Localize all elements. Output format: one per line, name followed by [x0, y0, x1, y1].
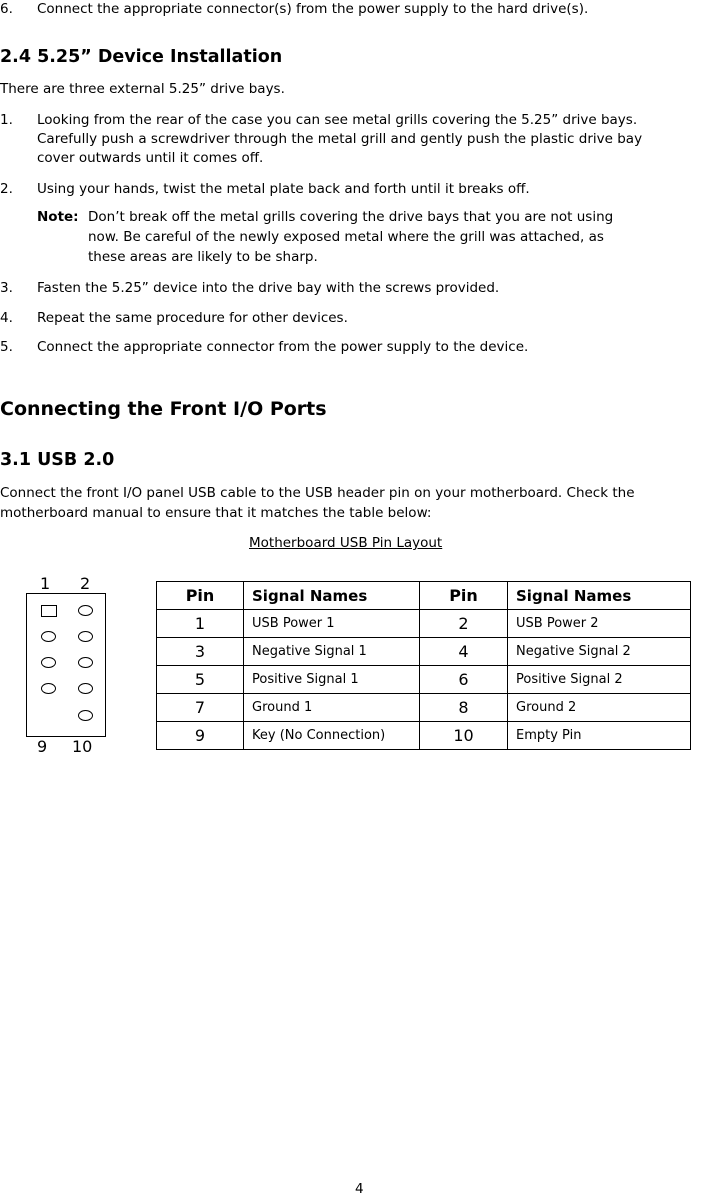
table-row: [157, 694, 691, 722]
pin-7: [41, 683, 56, 694]
body-text: Connect the front I/O panel USB cable to the USB header pin on your motherboard. Check the: [0, 485, 635, 501]
pin-label-1: 1: [40, 574, 51, 593]
signal-cell: Positive Signal 1: [244, 666, 420, 694]
pin-5: [41, 657, 56, 668]
pin-label-10: 10: [72, 737, 93, 756]
signal-cell: Negative Signal 1: [244, 638, 420, 666]
signal-cell: USB Power 1: [244, 610, 420, 638]
signal-cell: Ground 2: [508, 694, 691, 722]
pin-4: [78, 631, 93, 642]
body-text: motherboard manual to ensure that it matches the table below:: [0, 505, 432, 521]
step-text: Connect the appropriate connector(s) from the power supply to the hard drive(s).: [37, 1, 589, 17]
step-number: 5.: [0, 339, 13, 355]
usb-header-diagram: [26, 593, 106, 737]
section-heading: 2.4 5.25” Device Installation: [0, 47, 283, 67]
pin-label-9: 9: [37, 737, 48, 756]
pin-cell: 1: [157, 610, 244, 638]
step-text: cover outwards until it comes off.: [37, 150, 264, 166]
pin-cell: 8: [420, 694, 508, 722]
signal-cell: Ground 1: [244, 694, 420, 722]
column-header: Pin: [420, 582, 508, 610]
table-caption: Motherboard USB Pin Layout: [249, 535, 443, 551]
table-header-row: [157, 582, 691, 610]
signal-cell: USB Power 2: [508, 610, 691, 638]
section-intro: There are three external 5.25” drive bays.: [0, 81, 285, 97]
pin-cell: 10: [420, 722, 508, 750]
section-heading: 3.1 USB 2.0: [0, 450, 115, 470]
signal-cell: Positive Signal 2: [508, 666, 691, 694]
step-text: Repeat the same procedure for other devices.: [37, 310, 348, 326]
signal-cell: Empty Pin: [508, 722, 691, 750]
step-number: 3.: [0, 280, 13, 296]
column-header: Signal Names: [244, 582, 420, 610]
pin-label-2: 2: [80, 574, 91, 593]
usb-pin-table: [156, 581, 691, 750]
step-number: 1.: [0, 112, 13, 128]
step-text: Fasten the 5.25” device into the drive bay with the screws provided.: [37, 280, 500, 296]
step-number: 6.: [0, 1, 13, 17]
signal-cell: Negative Signal 2: [508, 638, 691, 666]
step-text: Looking from the rear of the case you can see metal grills covering the 5.25” drive bays.: [37, 112, 638, 128]
step-text: Connect the appropriate connector from the power supply to the device.: [37, 339, 529, 355]
signal-cell: Key (No Connection): [244, 722, 420, 750]
pin-2: [78, 605, 93, 616]
note-label: Note:: [37, 209, 79, 225]
pin-cell: 5: [157, 666, 244, 694]
step-text: Using your hands, twist the metal plate back and forth until it breaks off.: [37, 181, 530, 197]
pin-cell: 4: [420, 638, 508, 666]
step-number: 2.: [0, 181, 13, 197]
pin-8: [78, 683, 93, 694]
pin-cell: 2: [420, 610, 508, 638]
pin-cell: 7: [157, 694, 244, 722]
note-text: Don’t break off the metal grills covering the drive bays that you are not using: [88, 209, 614, 225]
column-header: Pin: [157, 582, 244, 610]
pin-1-square: [41, 605, 57, 617]
pin-3: [41, 631, 56, 642]
pin-cell: 3: [157, 638, 244, 666]
step-text: Carefully push a screwdriver through the metal grill and gently push the plastic drive bay: [37, 131, 643, 147]
page-number: 4: [355, 1181, 364, 1197]
pin-cell: 6: [420, 666, 508, 694]
step-number: 4.: [0, 310, 13, 326]
table-row: [157, 638, 691, 666]
table-row: [157, 722, 691, 750]
pin-10: [78, 710, 93, 721]
column-header: Signal Names: [508, 582, 691, 610]
pin-6: [78, 657, 93, 668]
pin-cell: 9: [157, 722, 244, 750]
table-row: [157, 610, 691, 638]
note-text: these areas are likely to be sharp.: [88, 249, 318, 265]
table-row: [157, 666, 691, 694]
chapter-heading: Connecting the Front I/O Ports: [0, 398, 327, 420]
note-text: now. Be careful of the newly exposed metal where the grill was attached, as: [88, 229, 604, 245]
